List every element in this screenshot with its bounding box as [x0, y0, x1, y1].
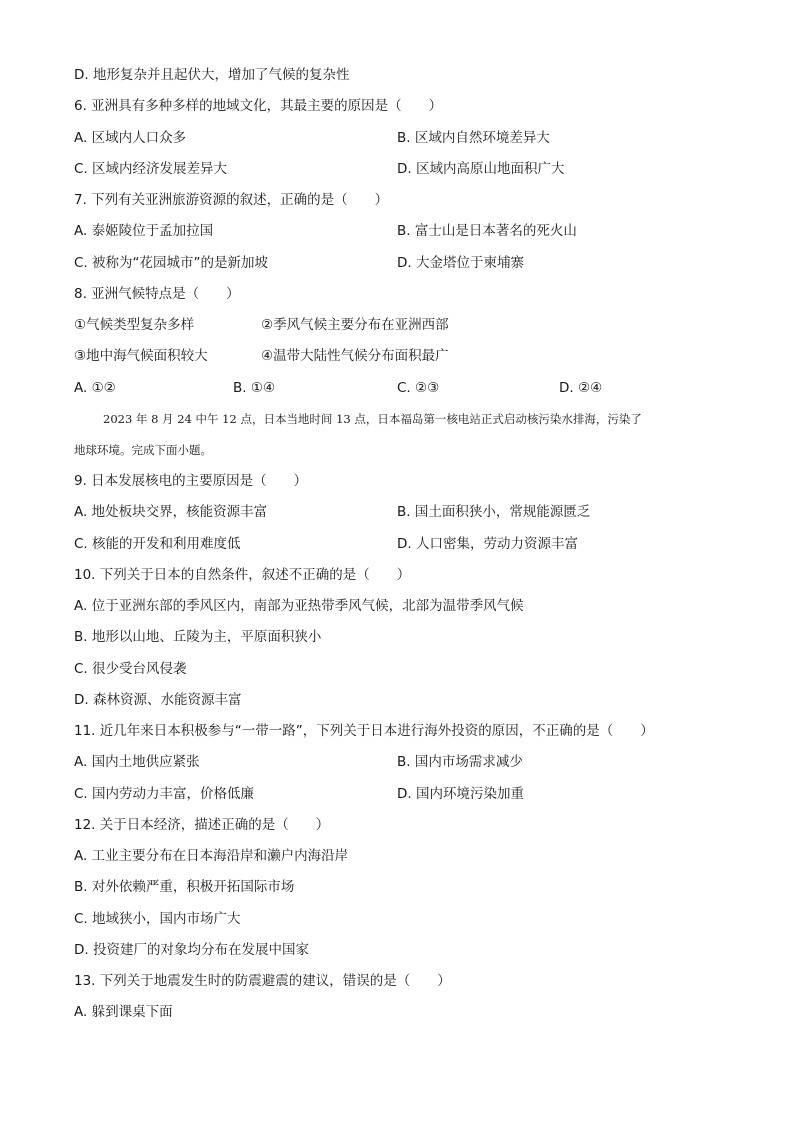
q7-option-a: A. 泰姬陵位于孟加拉国 [74, 223, 214, 239]
question-9: 9. 日本发展核电的主要原因是（ ） [74, 473, 308, 489]
q6-option-b: B. 区域内自然环境差异大 [397, 130, 550, 146]
q7-option-b: B. 富士山是日本著名的死火山 [397, 223, 577, 239]
passage-line-1: 2023 年 8 月 24 中午 12 点，日本当地时间 13 点，日本福岛第一核电站正式启动核污染水排海，污染了 [103, 412, 642, 426]
question-10: 10. 下列关于日本的自然条件，叙述不正确的是（ ） [74, 567, 411, 583]
q6-option-d: D. 区域内高原山地面积广大 [397, 161, 565, 177]
question-7: 7. 下列有关亚洲旅游资源的叙述，正确的是（ ） [74, 192, 389, 208]
q7-option-d: D. 大金塔位于柬埔寨 [397, 255, 524, 271]
q8-option-a: A. ①② [74, 380, 116, 396]
q9-option-d: D. 人口密集，劳动力资源丰富 [397, 536, 578, 552]
q8-statement-2: ②季风气候主要分布在亚洲西部 [261, 317, 449, 333]
q9-option-a: A. 地处板块交界，核能资源丰富 [74, 504, 268, 520]
q10-option-d: D. 森林资源、水能资源丰富 [74, 692, 242, 708]
q8-option-b: B. ①④ [233, 380, 276, 396]
q11-option-a: A. 国内土地供应紧张 [74, 754, 200, 770]
q5-option-d: D. 地形复杂并且起伏大，增加了气候的复杂性 [74, 67, 350, 83]
q11-option-b: B. 国内市场需求减少 [397, 754, 523, 770]
q10-option-a: A. 位于亚洲东部的季风区内，南部为亚热带季风气候，北部为温带季风气候 [74, 598, 524, 614]
q8-statement-3: ③地中海气候面积较大 [74, 348, 208, 364]
question-13: 13. 下列关于地震发生时的防震避震的建议，错误的是（ ） [74, 973, 451, 989]
q9-option-c: C. 核能的开发和利用难度低 [74, 536, 241, 552]
q9-option-b: B. 国土面积狭小，常规能源匮乏 [397, 504, 591, 520]
q12-option-c: C. 地域狭小，国内市场广大 [74, 911, 241, 927]
question-11: 11. 近几年来日本积极参与“一带一路”，下列关于日本进行海外投资的原因，不正确的是（ ） [74, 723, 654, 739]
question-6: 6. 亚洲具有多种多样的地域文化，其最主要的原因是（ ） [74, 98, 443, 114]
q8-option-d: D. ②④ [559, 380, 603, 396]
passage-line-2: 地球环境。完成下面小题。 [74, 443, 212, 457]
q12-option-b: B. 对外依赖严重，积极开拓国际市场 [74, 879, 295, 895]
q6-option-a: A. 区域内人口众多 [74, 130, 187, 146]
q11-option-c: C. 国内劳动力丰富，价格低廉 [74, 786, 255, 802]
q10-option-c: C. 很少受台风侵袭 [74, 661, 187, 677]
q12-option-a: A. 工业主要分布在日本海沿岸和濑户内海沿岸 [74, 848, 349, 864]
q8-statement-1: ①气候类型复杂多样 [74, 317, 195, 333]
q12-option-d: D. 投资建厂的对象均分布在发展中国家 [74, 942, 309, 958]
q13-option-a: A. 躲到课桌下面 [74, 1004, 173, 1020]
q6-option-c: C. 区域内经济发展差异大 [74, 161, 228, 177]
question-8: 8. 亚洲气候特点是（ ） [74, 286, 240, 302]
q8-option-c: C. ②③ [397, 380, 440, 396]
q7-option-c: C. 被称为“花园城市”的是新加坡 [74, 255, 268, 271]
q10-option-b: B. 地形以山地、丘陵为主，平原面积狭小 [74, 629, 322, 645]
q11-option-d: D. 国内环境污染加重 [397, 786, 524, 802]
q8-statement-4: ④温带大陆性气候分布面积最广 [261, 348, 449, 364]
question-12: 12. 关于日本经济，描述正确的是（ ） [74, 817, 330, 833]
